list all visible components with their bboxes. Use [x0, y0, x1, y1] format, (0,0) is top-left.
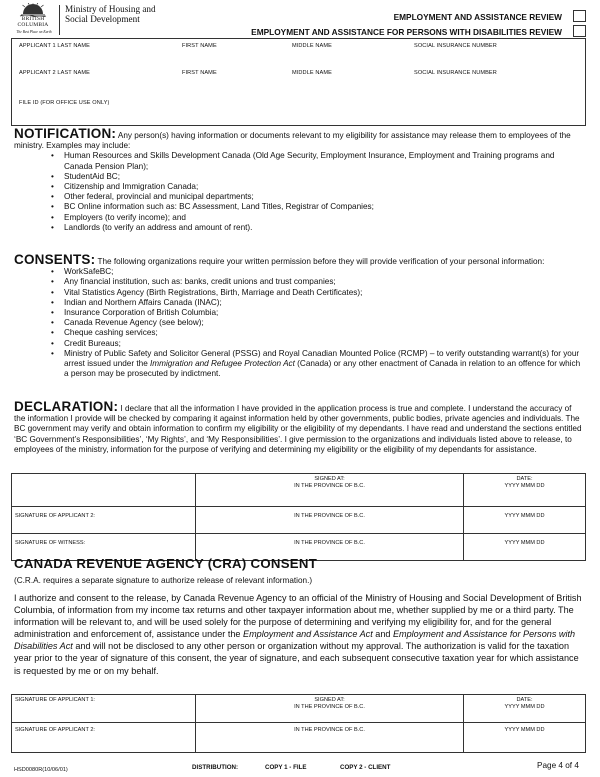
logo-org-name: BRITISH COLUMBIA	[17, 16, 49, 28]
table-row	[12, 723, 586, 753]
applicant1-signature-field[interactable]: SIGNATURE OF APPLICANT 1:	[12, 695, 196, 722]
pssg-text: Ministry of Public Safety and Solicitor General (PSSG) and Royal Canadian Mounted Police (RCMP) – to verify outstanding warrant(s) for your arrest issued under the	[64, 348, 580, 369]
applicant2-signature-field[interactable]: SIGNATURE OF APPLICANT 2:	[12, 507, 196, 533]
review-checkbox[interactable]	[573, 10, 586, 22]
signed-at-field[interactable]	[196, 474, 464, 506]
list-item: • Any financial institution, such as: banks, credit unions and trust companies;	[51, 277, 584, 287]
applicant2-signature-field[interactable]: SIGNATURE OF APPLICANT 2:	[12, 723, 196, 752]
form-title-disabilities-review: EMPLOYMENT AND ASSISTANCE FOR PERSONS WITH DISABILITIES REVIEW	[251, 27, 562, 37]
date-field[interactable]: YYYY MMM DD	[464, 534, 586, 560]
province-label: IN THE PROVINCE OF B.C.	[294, 703, 365, 710]
applicant2-middle-name-field[interactable]: MIDDLE NAME	[292, 70, 332, 76]
declaration-section	[14, 399, 584, 455]
applicant1-middle-name-field[interactable]: MIDDLE NAME	[292, 43, 332, 49]
file-id-field[interactable]: FILE ID (FOR OFFICE USE ONLY)	[19, 100, 110, 106]
ministry-name: Ministry of Housing and Social Development	[65, 4, 156, 25]
consents-list	[51, 267, 584, 379]
signed-at-field[interactable]: IN THE PROVINCE OF B.C.	[196, 534, 464, 560]
cra-consent-text	[14, 592, 586, 677]
act-name: Employment and Assistance for Persons with Disabilities Act	[14, 629, 576, 652]
consents-intro: The following organizations require your written permission before they will provide verification of your personal information:	[97, 257, 545, 266]
signed-at-field[interactable]: IN THE PROVINCE OF B.C.	[196, 507, 464, 533]
distribution-label: DISTRIBUTION:	[192, 764, 239, 771]
notification-heading: NOTIFICATION:	[14, 126, 117, 141]
consents-section	[14, 252, 584, 379]
date-format: YYYY MMM DD	[504, 703, 545, 710]
date-label: DATE:	[516, 697, 533, 703]
list-item: • Insurance Corporation of British Columbia;	[51, 308, 584, 318]
form-title-review: EMPLOYMENT AND ASSISTANCE REVIEW	[393, 12, 562, 22]
form-code: HSD0080R(10/06/01)	[14, 767, 68, 773]
date-field[interactable]: YYYY MMM DD	[464, 723, 586, 752]
cra-consent-note: (C.R.A. requires a separate signature to authorize release of relevant information.)	[14, 576, 313, 585]
act-name: Immigration and Refugee Protection Act	[150, 359, 295, 369]
list-item: • Canada Revenue Agency (see below);	[51, 318, 584, 328]
applicant-info-box	[11, 38, 586, 126]
consents-heading: CONSENTS:	[14, 252, 96, 267]
applicant2-sin-field[interactable]: SOCIAL INSURANCE NUMBER	[414, 70, 497, 76]
sun-crest-icon	[8, 3, 58, 17]
cra-text: and will not be disclosed to any other person or organization without my approval. The authorization is valid for the taxation year prior to the year of signature of this consent, the year of signature, and each subsequent consecutive taxation year for which assistance is requested by me or on my behalf.	[14, 641, 579, 676]
cra-text: and	[372, 629, 393, 640]
signed-at-field[interactable]: IN THE PROVINCE OF B.C.	[196, 723, 464, 752]
province-label: IN THE PROVINCE OF B.C.	[294, 482, 365, 489]
notification-section	[14, 126, 584, 233]
list-item: • BC Online information such as: BC Assessment, Land Titles, Registrar of Companies;	[51, 202, 584, 212]
list-item: • Vital Statistics Agency (Birth Registrations, Birth, Marriage and Death Certificates);	[51, 288, 584, 298]
cra-text: I authorize and consent to the release, by Canada Revenue Agency to an official of the Ministry of Housing and Social Development of British Columbia, of information from my income tax returns and other taxpayer information about me, whether supplied by me or a third party. The information will be relevant to, and will be used solely for the purpose of determining and verifying my eligibility for, and for the general administration and enforcement of, assistance under the	[14, 593, 582, 640]
applicant2-first-name-field[interactable]: FIRST NAME	[182, 70, 217, 76]
list-item: • Cheque cashing services;	[51, 328, 584, 338]
table-row	[12, 695, 586, 723]
applicant1-sin-field[interactable]: SOCIAL INSURANCE NUMBER	[414, 43, 497, 49]
list-item: • Employers (to verify income); and	[51, 213, 584, 223]
disabilities-review-checkbox[interactable]	[573, 25, 586, 37]
list-item: • Citizenship and Immigration Canada;	[51, 182, 584, 192]
page-number: Page 4 of 4	[537, 761, 579, 770]
declaration-heading: DECLARATION:	[14, 399, 119, 414]
list-item: • WorkSafeBC;	[51, 267, 584, 277]
notification-list	[51, 151, 584, 233]
date-field[interactable]	[464, 695, 586, 722]
date-label: DATE:	[516, 476, 533, 482]
date-format: YYYY MMM DD	[504, 482, 545, 489]
signed-at-field[interactable]	[196, 695, 464, 722]
list-item: • StudentAid BC;	[51, 172, 584, 182]
declaration-text: I declare that all the information I have provided in the application process is true and complete. I understand the accuracy of the information I provide will be checked by comparing it against information held by other governments, public bodies, private agencies and individuals. The BC government may verify and obtain information to confirm my eligibility or the eligibility of my dependants. I have read and understand the sections entitled ‘BC Government’s Responsibilities’, ‘My Rights’, and ‘My Responsibilities’. I give permission to the organizations and individuals listed above to release, to employees of the ministry, information for the purpose of verifying and determining my eligibility or the eligibility of my dependants for assistance.	[14, 404, 582, 454]
list-item: • Indian and Northern Affairs Canada (INAC);	[51, 298, 584, 308]
bc-government-logo	[10, 3, 60, 37]
witness-signature-field[interactable]: SIGNATURE OF WITNESS:	[12, 534, 196, 560]
notification-intro: Any person(s) having information or documents relevant to my eligibility for assistance may release them to employees of the ministry. Examples may include:	[14, 131, 571, 151]
list-item: • Landlords (to verify an address and amount of rent).	[51, 223, 584, 233]
pssg-text-end: (Canada) or any other enactment of Canada in relation to an offence for which a person may be prosecuted by indictment.	[64, 359, 581, 379]
cra-signature-table	[11, 694, 586, 753]
header-divider	[59, 5, 60, 35]
copy1-label: COPY 1 - FILE	[265, 764, 307, 771]
list-item: • Human Resources and Skills Development Canada (Old Age Security, Employment Insurance, Employment and Training programs and Canada Pension Plan);	[51, 151, 584, 171]
date-field[interactable]	[464, 474, 586, 506]
date-field[interactable]: YYYY MMM DD	[464, 507, 586, 533]
list-item: • Other federal, provincial and municipal departments;	[51, 192, 584, 202]
act-name: Employment and Assistance Act	[243, 629, 373, 640]
list-item: • Credit Bureaus;	[51, 339, 584, 349]
applicant1-signature-field[interactable]	[12, 474, 196, 506]
signed-at-label: SIGNED AT:	[314, 697, 345, 703]
signed-at-label: SIGNED AT:	[314, 476, 345, 482]
list-item	[51, 349, 584, 380]
table-row	[12, 474, 586, 507]
applicant2-last-name-field[interactable]: APPLICANT 2 LAST NAME	[19, 70, 90, 76]
cra-consent-title: CANADA REVENUE AGENCY (CRA) CONSENT	[14, 556, 318, 571]
declaration-signature-table	[11, 473, 586, 561]
applicant1-first-name-field[interactable]: FIRST NAME	[182, 43, 217, 49]
logo-tagline: The Best Place on Earth	[16, 30, 52, 34]
copy2-label: COPY 2 - CLIENT	[340, 764, 391, 771]
applicant1-last-name-field[interactable]: APPLICANT 1 LAST NAME	[19, 43, 90, 49]
table-row	[12, 507, 586, 534]
